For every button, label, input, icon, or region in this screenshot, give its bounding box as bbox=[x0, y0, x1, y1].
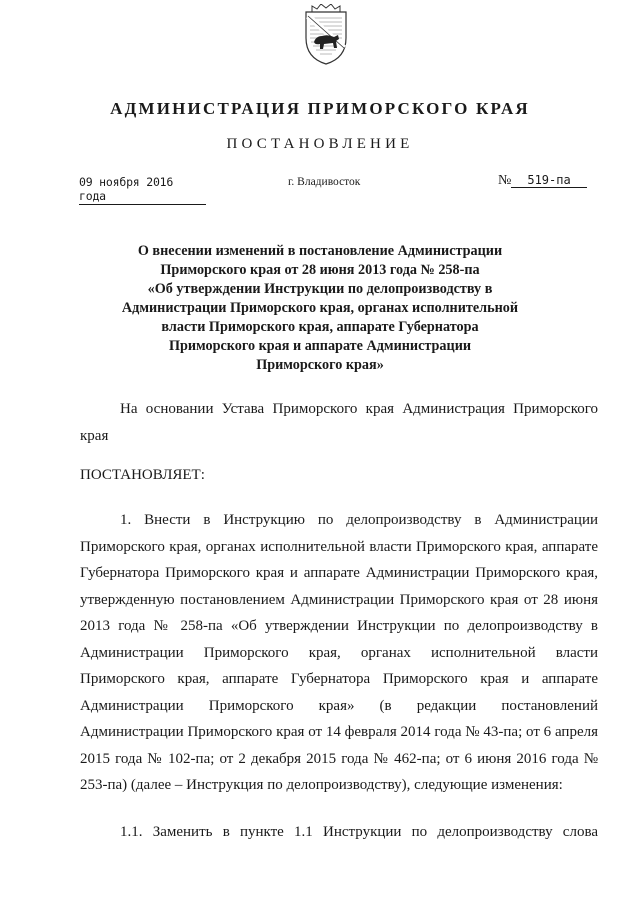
heading-line: О внесении изменений в постановление Администрации bbox=[137, 243, 503, 259]
number-sign: № bbox=[498, 173, 512, 188]
heading-line: Приморского края и аппарате Администрации bbox=[168, 338, 472, 354]
number-value: 519-па bbox=[511, 173, 587, 188]
document-type: ПОСТАНОВЛЕНИЕ bbox=[226, 136, 414, 152]
heading-line: Приморского края от 28 июня 2013 года № 258-па bbox=[160, 262, 480, 278]
coat-of-arms-icon bbox=[300, 4, 352, 66]
basis-paragraph: На основании Устава Приморского края Администрация Приморского края bbox=[80, 401, 598, 444]
document-city: г. Владивосток bbox=[288, 176, 361, 188]
item-1-1-paragraph: 1.1. Заменить в пункте 1.1 Инструкции по делопроизводству слова bbox=[120, 824, 598, 840]
heading-line: Приморского края» bbox=[256, 357, 384, 373]
document-number bbox=[498, 173, 587, 189]
heading-line: «Об утверждении Инструкции по делопроизводству в bbox=[147, 281, 493, 297]
heading-line: власти Приморского края, аппарате Губернатора bbox=[161, 319, 479, 335]
document-heading bbox=[120, 242, 520, 375]
document-date: 09 ноября 2016 года bbox=[79, 175, 206, 205]
resolves-heading: ПОСТАНОВЛЯЕТ: bbox=[80, 467, 205, 483]
organization-title: АДМИНИСТРАЦИЯ ПРИМОРСКОГО КРАЯ bbox=[110, 99, 530, 118]
item-1-paragraph: 1. Внести в Инструкцию по делопроизводству в Администрации Приморского края, органах исполнительной власти Приморского края, аппарате Губернатора Приморского края и аппарате Администрации Приморского края, утвержденную постановлением Администрации Приморского края от 28 июня 2013 года № 258-па «Об утверждении Инструкции по делопроизводству в Администрации Приморского края, органах исполнительной власти Приморского края, аппарате Губернатора Приморского края и аппарате Администрации Приморского края» (в редакции постановлений Администрации Приморского края от 14 февраля 2014 года № 43-па; от 6 апреля 2015 года № 102-па; от 2 декабря 2015 года № 462-па; от 6 июня 2016 года № 253-па) (далее – Инструкция по делопроизводству), следующие изменения: bbox=[80, 512, 598, 793]
heading-line: Администрации Приморского края, органах исполнительной bbox=[121, 300, 519, 316]
